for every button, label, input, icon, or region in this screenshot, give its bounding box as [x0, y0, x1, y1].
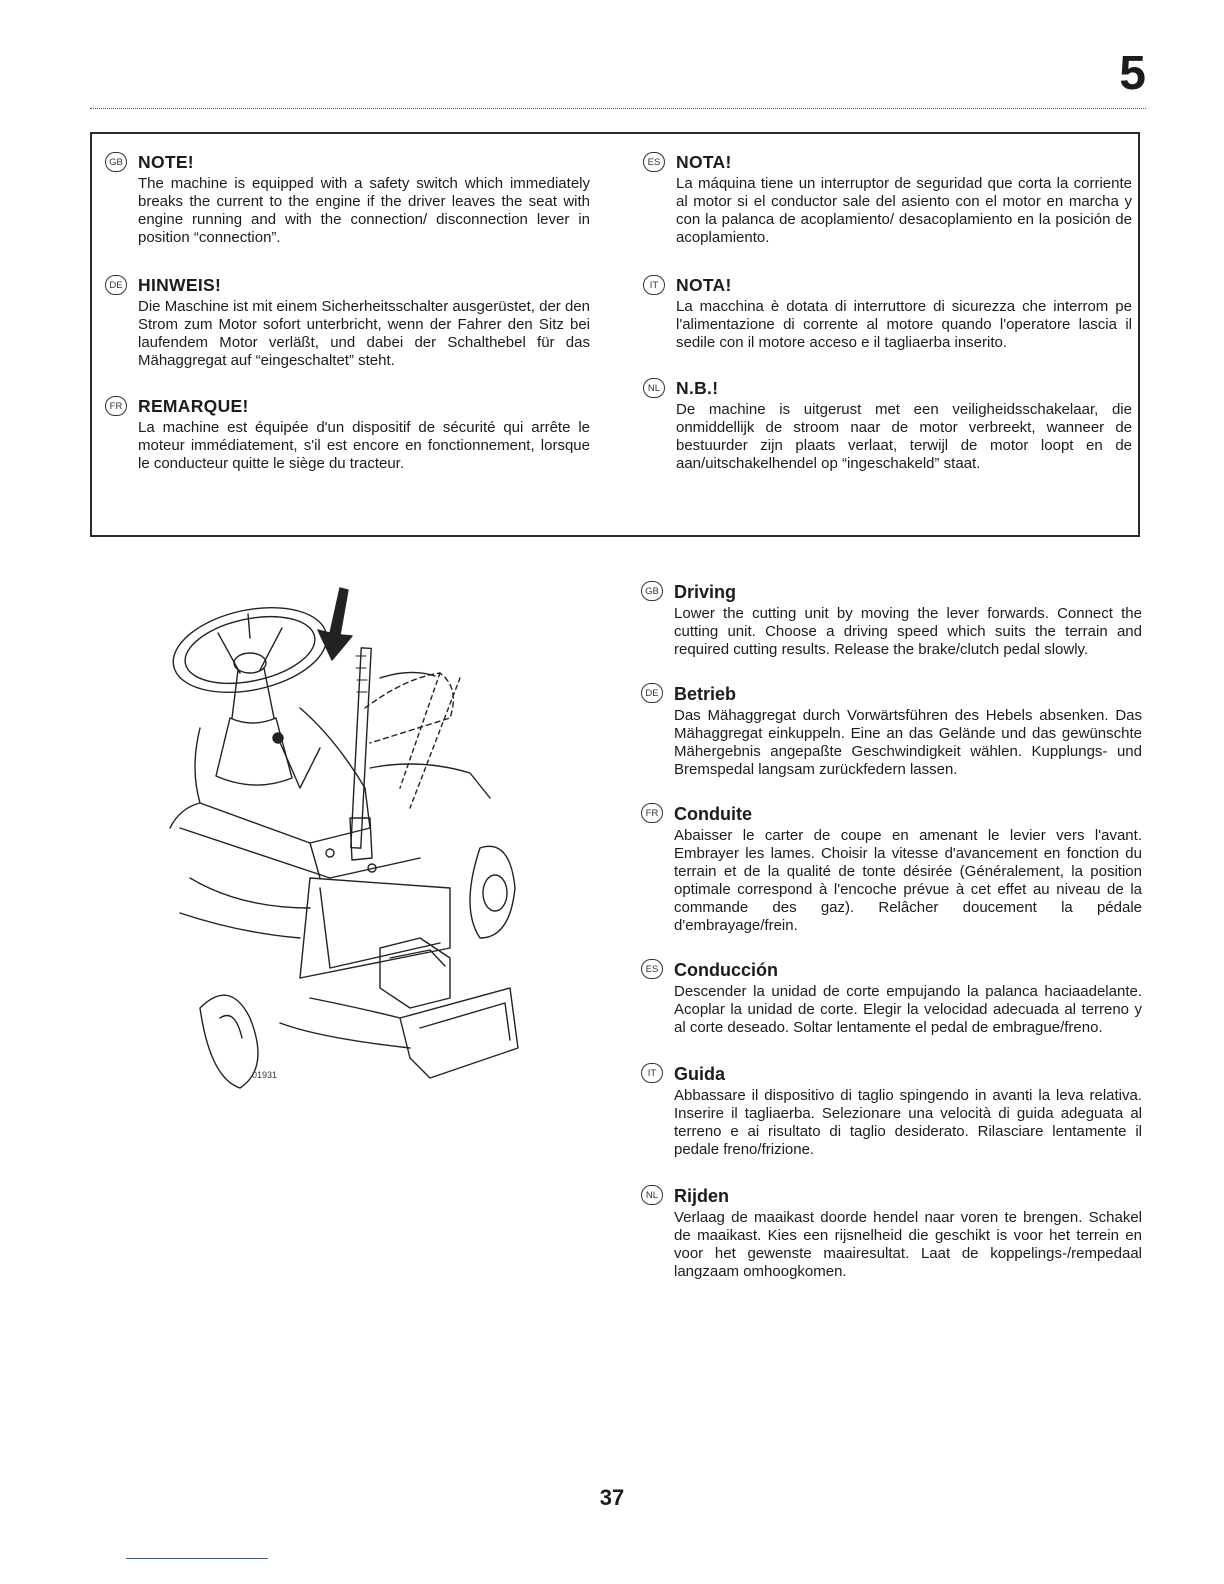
section-text: Abaisser le carter de coupe en amenant le levier vers l'avant. Embrayer les lames. Choisir la vitesse d'avancement en fonction du terrain et de la qualité de tonte désirée (Généralement, la position optimale correspond à l'encoche prévue à cet effet au niveau de la commande des gaz). Relâcher doucement la pédale d'embrayage/frein. — [674, 827, 1142, 934]
footer-line — [126, 1558, 268, 1559]
flag-fr-icon: FR — [105, 396, 127, 416]
section-title: Conducción — [674, 960, 778, 980]
flag-nl-icon: NL — [641, 1185, 663, 1205]
section-title: Guida — [674, 1064, 726, 1084]
note-title: HINWEIS! — [138, 275, 222, 295]
section-text: Descender la unidad de corte empujando la palanca haciaadelante. Acoplar la unidad de corte. Elegir la velocidad adecuada al terreno y al corte deseado. Soltar lentamente el pedal de embrague/freno. — [674, 983, 1142, 1036]
section-text: Lower the cutting unit by moving the lever forwards. Connect the cutting unit. Choose a driving speed which suits the terrain and required cutting results. Release the brake/clutch pedal slowly. — [674, 605, 1142, 658]
chapter-number: 5 — [1119, 47, 1146, 100]
section-title: Betrieb — [674, 684, 737, 704]
flag-de-icon: DE — [641, 683, 663, 703]
header-rule — [90, 108, 1146, 109]
note-title: REMARQUE! — [138, 396, 249, 416]
driving-instructions — [645, 581, 1142, 1281]
page-number: 37 — [599, 1485, 625, 1510]
flag-nl-icon: NL — [643, 378, 665, 398]
note-text: The machine is equipped with a safety switch which immediately breaks the current to the engine if the driver leaves the seat with engine running and with the connection/ disconnection lever in position “connection”. — [138, 175, 590, 246]
driving-it — [647, 1063, 1142, 1159]
note-title: NOTE! — [138, 152, 194, 172]
section-title: Driving — [674, 582, 737, 602]
driving-de — [645, 683, 1142, 779]
flag-it-icon: IT — [641, 1063, 663, 1083]
note-title: N.B.! — [676, 378, 719, 398]
figure-label: 01931 — [252, 1070, 278, 1080]
note-es — [647, 152, 1132, 247]
section-text: Das Mähaggregat durch Vorwärtsführen des Hebels absenken. Das Mähaggregat einkuppeln. Eine an das Gelände und das gewünschte Mähergebnis angepaßte Geschwindigkeit wählen. Kupplungs- und Bremspedal langsam zurückfedern lassen. — [674, 707, 1142, 778]
driving-fr — [645, 803, 1142, 935]
note-gb — [109, 152, 590, 247]
flag-de-icon: DE — [105, 275, 127, 295]
tractor-lever-illustration — [160, 578, 530, 1098]
section-title: Conduite — [674, 804, 752, 824]
note-text: La machine est équipée d'un dispositif de sécurité qui arrête le moteur immédiatement, s'il est encore en fonctionnement, lorsque le conducteur quitte le siège du tracteur. — [138, 419, 590, 472]
note-fr — [109, 396, 590, 473]
note-text: La macchina è dotata di interruttore di sicurezza che interrom pe l'alimentazione di corrente al motore quando l'operatore lascia il sedile con il motore acceso e il tagliaerba inserito. — [676, 298, 1132, 351]
note-title: NOTA! — [676, 152, 732, 172]
driving-nl — [645, 1185, 1142, 1281]
driving-es — [645, 959, 1142, 1037]
note-text: De machine is uitgerust met een veiligheidsschakelaar, die onmiddellijk de stroom naar de motor verbreekt, wanneer de bestuurder zijn plaats verlaat, terwijl de motor loopt en de aan/uitschakelhendel op “ingeschakeld” staat. — [676, 401, 1132, 472]
flag-fr-icon: FR — [641, 803, 663, 823]
note-de — [109, 275, 590, 370]
section-text: Verlaag de maaikast doorde hendel naar voren te brengen. Schakel de maaikast. Kies een rijsnelheid die geschikt is voor het terrein en voor het gewenste maairesultat. Laat de koppelings-/rempedaal langzaam omhoogkomen. — [674, 1209, 1142, 1280]
flag-es-icon: ES — [641, 959, 663, 979]
flag-it-icon: IT — [643, 275, 665, 295]
flag-gb-icon: GB — [641, 581, 663, 601]
section-title: Rijden — [674, 1186, 730, 1206]
note-it — [649, 275, 1132, 352]
driving-gb — [645, 581, 1142, 659]
note-column-left — [109, 152, 590, 473]
section-text: Abbassare il dispositivo di taglio spingendo in avanti la leva relativa. Inserire il tagliaerba. Selezionare una velocità di guida adeguata al terreno e ai risultato di taglio desiderato. Rilasciare lentamente il pedale freno/frizione. — [674, 1087, 1142, 1158]
note-nl — [647, 378, 1132, 473]
note-text: Die Maschine ist mit einem Sicherheitsschalter ausgerüstet, der den Strom zum Motor sofort unterbricht, wenn der Fahrer den Sitz bei laufendem Motor verläßt, und dabei der Schalthebel für das Mähaggregat auf “eingeschaltet” steht. — [138, 298, 590, 369]
note-title: NOTA! — [676, 275, 732, 295]
flag-gb-icon: GB — [105, 152, 127, 172]
safety-note-box — [90, 132, 1140, 537]
note-text: La máquina tiene un interruptor de seguridad que corta la corriente al motor si el conductor sale del asiento con el motor en marcha y con la palanca de acoplamiento/ desacoplamiento en la posición de acoplamiento. — [676, 175, 1132, 246]
flag-es-icon: ES — [643, 152, 665, 172]
note-column-right — [647, 152, 1132, 473]
